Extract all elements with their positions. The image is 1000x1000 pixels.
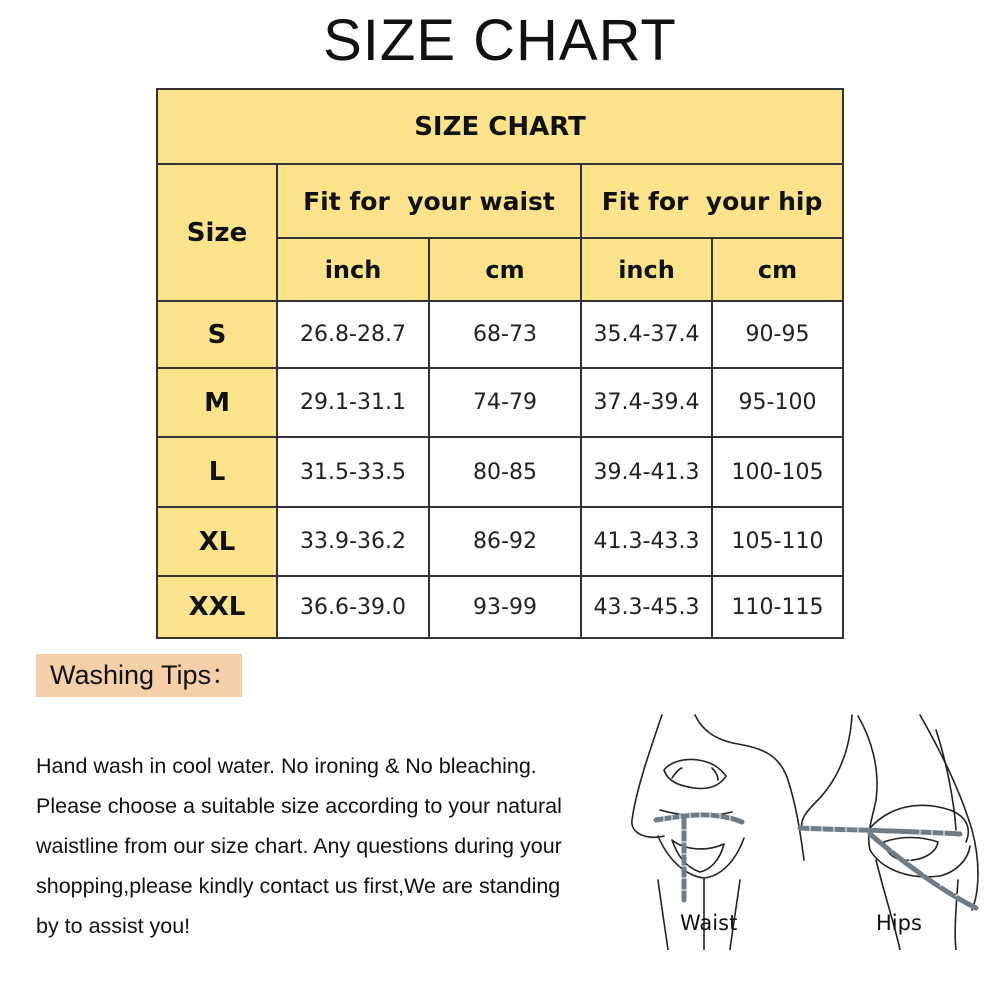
tips-line: Hand wash in cool water. No ironing & No bleaching. [36,754,537,778]
hips-label: Hips [876,911,922,935]
waist-tape-icon [656,815,742,900]
table-title: SIZE CHART [157,89,843,164]
waist-inch-cell: 36.6-39.0 [277,576,429,638]
hip-group-header: Fit for your hip [581,164,843,238]
hip-cm-cell: 100-105 [712,437,843,507]
size-cell: L [157,437,277,507]
tips-line: by to assist you! [36,914,191,938]
hip-inch-cell: 41.3-43.3 [581,507,712,576]
waist-cm-cell: 80-85 [429,437,581,507]
waist-inch-cell: 33.9-36.2 [277,507,429,576]
table-row [157,301,843,368]
size-column-header: Size [157,164,277,301]
waist-inch-cell: 29.1-31.1 [277,368,429,437]
waist-group-header: Fit for your waist [277,164,581,238]
size-cell: XL [157,507,277,576]
waist-tape-ticks [664,812,730,890]
table-row [157,507,843,576]
waist-label: Waist [680,911,738,935]
hip-cm-cell: 110-115 [712,576,843,638]
hip-cm-cell: 95-100 [712,368,843,437]
hip-inch-cell: 39.4-41.3 [581,437,712,507]
size-cell: S [157,301,277,368]
size-cell: M [157,368,277,437]
unit-header-waist-cm: cm [429,238,581,301]
unit-header-hip-cm: cm [712,238,843,301]
size-cell: XXL [157,576,277,638]
table-row [157,368,843,437]
table-row [157,437,843,507]
tips-line: waistline from our size chart. Any questions during your [36,834,562,858]
unit-header-hip-inch: inch [581,238,712,301]
waist-cm-cell: 93-99 [429,576,581,638]
size-chart-table [156,88,844,639]
hip-inch-cell: 37.4-39.4 [581,368,712,437]
measuring-tape-body-illustration [620,710,990,950]
unit-header-waist-inch: inch [277,238,429,301]
hip-inch-cell: 43.3-45.3 [581,576,712,638]
hip-cm-cell: 90-95 [712,301,843,368]
page-title: SIZE CHART [323,8,677,73]
waist-cm-cell: 86-92 [429,507,581,576]
tips-line: Please choose a suitable size according to your natural [36,794,562,818]
waist-inch-cell: 31.5-33.5 [277,437,429,507]
washing-tips-text [36,746,606,946]
waist-cm-cell: 74-79 [429,368,581,437]
waist-cm-cell: 68-73 [429,301,581,368]
waist-inch-cell: 26.8-28.7 [277,301,429,368]
hip-cm-cell: 105-110 [712,507,843,576]
washing-tips-label: Washing Tips： [36,654,242,697]
hip-inch-cell: 35.4-37.4 [581,301,712,368]
table-row [157,576,843,638]
tips-line: shopping,please kindly contact us first,We are standing [36,874,561,898]
